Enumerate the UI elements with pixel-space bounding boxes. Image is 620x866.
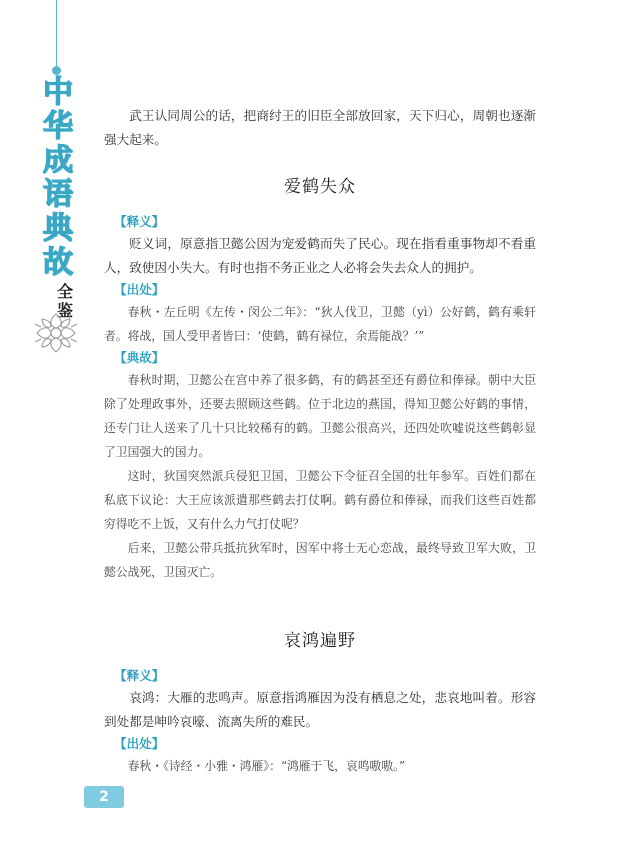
story-paragraph: 后来，卫懿公带兵抵抗狄军时，因军中将士无心恋战，最终导致卫军大败，卫懿公战死，卫国灭亡。 xyxy=(104,541,536,579)
rail-dot xyxy=(52,66,61,75)
rail-line xyxy=(56,0,57,72)
page-number: 2 xyxy=(84,786,124,808)
book-title-char: 故 xyxy=(43,245,73,280)
entry-title: 爱鹤失众 xyxy=(284,177,356,197)
source-text: 春秋・《诗经・小雅・鸿雁》：“鸿雁于飞，哀鸣嗷嗷。” xyxy=(127,759,406,773)
main-content xyxy=(104,104,536,778)
section-gap xyxy=(104,584,536,606)
book-title-vertical xyxy=(40,76,76,320)
intro-paragraph: 武王认同周公的话，把商纣王的旧臣全部放回家，天下归心，周朝也逐渐强大起来。 xyxy=(104,108,536,147)
entry-title: 哀鸿遍野 xyxy=(284,631,356,651)
book-title-char: 成 xyxy=(43,143,73,178)
label-source: 【出处】 xyxy=(114,736,165,751)
book-subtitle-char: 全 xyxy=(56,282,73,301)
story-paragraph: 这时，狄国突然派兵侵犯卫国，卫懿公下令征召全国的壮年参军。百姓们都在私底下议论：大王应该派遣那些鹤去打仗啊。鹤有爵位和俸禄，而我们这些百姓都穷得吃不上饭，又有什么力气打仗呢？ xyxy=(104,469,536,531)
book-title-char: 华 xyxy=(43,109,73,144)
label-source: 【出处】 xyxy=(114,282,165,297)
flower-ornament-icon xyxy=(33,310,79,356)
source-text: 春秋・左丘明《左传・闵公二年》：“狄人伐卫，卫懿（yì）公好鹤，鹤有乘轩者。将战，国人受甲者皆曰：‘使鹤，鹤有禄位，余焉能战？’” xyxy=(104,305,536,343)
book-title-char: 语 xyxy=(43,177,73,212)
meaning-text: 哀鸿：大雁的悲鸣声。原意指鸿雁因为没有栖息之处，悲哀地叫着。形容到处都是呻吟哀嚎、流离失所的难民。 xyxy=(104,690,536,729)
book-title-char: 典 xyxy=(43,211,73,246)
story-paragraph: 春秋时期，卫懿公在宫中养了很多鹤，有的鹤甚至还有爵位和俸禄。朝中大臣除了处理政事外，还要去照顾这些鹤。位于北边的燕国，得知卫懿公好鹤的事情，还专门让人送来了几十只比较稀有的鹤。卫懿公很高兴，还四处吹嘘说这些鹤彰显了卫国强大的国力。 xyxy=(104,373,536,459)
label-meaning: 【释义】 xyxy=(114,214,165,229)
label-story: 【典故】 xyxy=(114,350,165,365)
meaning-text: 贬义词，原意指卫懿公因为宠爱鹤而失了民心。现在指看重事物却不看重人，致使因小失大。有时也指不务正业之人必将会失去众人的拥护。 xyxy=(104,236,536,275)
book-subtitle-char: 鉴 xyxy=(56,301,73,320)
book-title-char: 中 xyxy=(43,75,73,110)
label-meaning: 【释义】 xyxy=(114,668,165,683)
